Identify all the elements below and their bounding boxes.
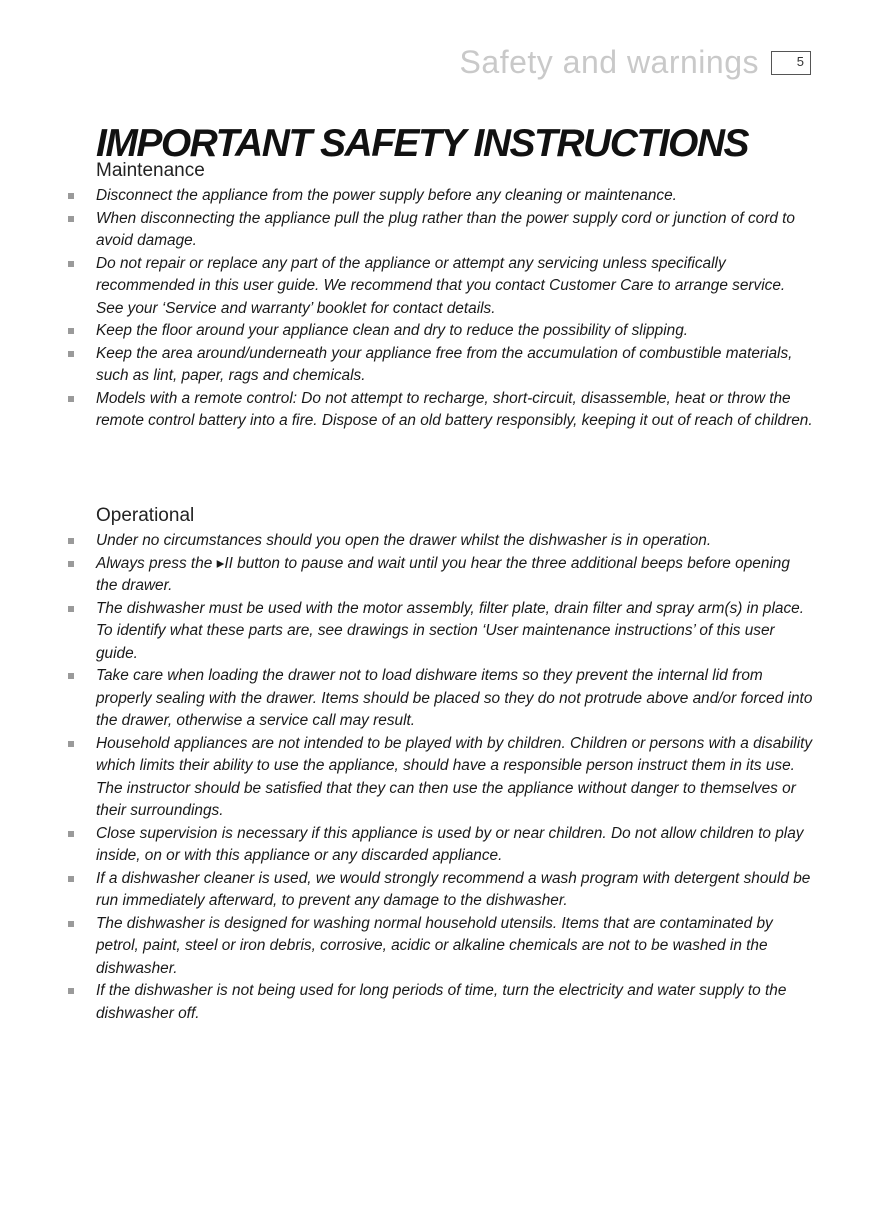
operational-list xyxy=(68,530,813,1025)
list-item: Close supervision is necessary if this appliance is used by or near children. Do not allow children to play inside, on or with this appliance or any discarded appliance. xyxy=(68,823,813,868)
list-item: When disconnecting the appliance pull the plug rather than the power supply cord or junction of cord to avoid damage. xyxy=(68,208,813,253)
operational-section xyxy=(68,505,813,1025)
list-item: The dishwasher is designed for washing normal household utensils. Items that are contaminated by petrol, paint, steel or iron debris, corrosive, acidic or alkaline chemicals are not to be washed in the dishwasher. xyxy=(68,913,813,981)
list-item: The dishwasher must be used with the motor assembly, filter plate, drain filter and spray arm(s) in place. To identify what these parts are, see drawings in section ‘User maintenance instructions’ of this user guide. xyxy=(68,598,813,666)
list-item: Under no circumstances should you open the drawer whilst the dishwasher is in operation. xyxy=(68,530,813,553)
list-item: Keep the floor around your appliance clean and dry to reduce the possibility of slipping. xyxy=(68,320,813,343)
list-item: Keep the area around/underneath your appliance free from the accumulation of combustible materials, such as lint, paper, rags and chemicals. xyxy=(68,343,813,388)
list-item: If a dishwasher cleaner is used, we would strongly recommend a wash program with detergent should be run immediately afterward, to prevent any damage to the dishwasher. xyxy=(68,868,813,913)
page-header xyxy=(460,44,811,81)
maintenance-list xyxy=(68,185,813,433)
maintenance-section xyxy=(68,160,813,433)
list-item: Take care when loading the drawer not to load dishware items so they prevent the internal lid from properly sealing with the drawer. Items should be placed so they do not protrude above and/or forced into the drawer, otherwise a service call may result. xyxy=(68,665,813,733)
section-title: Safety and warnings xyxy=(459,44,759,80)
page-number-box xyxy=(771,51,811,75)
list-item: Disconnect the appliance from the power supply before any cleaning or maintenance. xyxy=(68,185,813,208)
operational-heading: Operational xyxy=(96,505,195,526)
list-item: Do not repair or replace any part of the appliance or attempt any servicing unless specifically recommended in this user guide. We recommend that you contact Customer Care to arrange service. See your ‘Service and warranty’ booklet for contact details. xyxy=(68,253,813,321)
page-title: IMPORTANT SAFETY INSTRUCTIONS xyxy=(96,122,749,165)
page-number: 5 xyxy=(796,53,804,69)
list-item: Models with a remote control: Do not attempt to recharge, short-circuit, disassemble, heat or throw the remote control battery into a fire. Dispose of an old battery responsibly, keeping it out of reach of children. xyxy=(68,388,813,433)
list-item: Always press the ▸II button to pause and wait until you hear the three additional beeps before opening the drawer. xyxy=(68,553,813,598)
list-item: If the dishwasher is not being used for long periods of time, turn the electricity and water supply to the dishwasher off. xyxy=(68,980,813,1025)
list-item: Household appliances are not intended to be played with by children. Children or persons with a disability which limits their ability to use the appliance, should have a responsible person instruct them in its use. The instructor should be satisfied that they can then use the appliance without danger to themselves or their surroundings. xyxy=(68,733,813,823)
maintenance-heading: Maintenance xyxy=(96,160,205,181)
